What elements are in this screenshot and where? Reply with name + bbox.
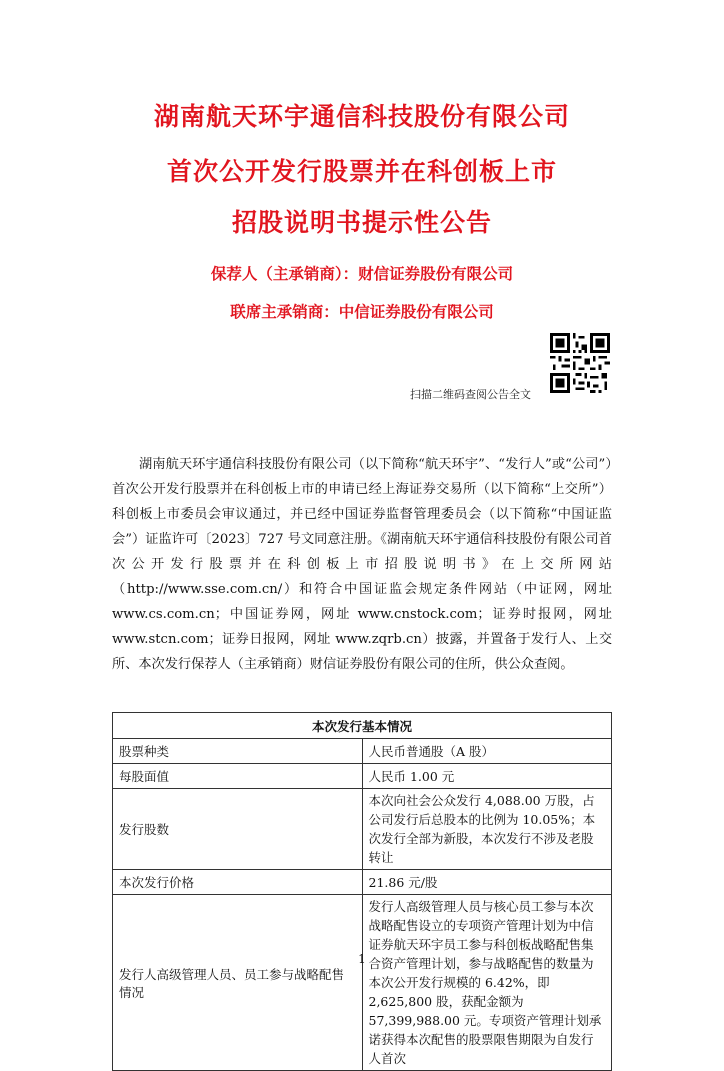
row-value: 本次向社会公众发行 4,088.00 万股，占公司发行后总股本的比例为 10.05%；本次发行全部为新股，本次发行不涉及老股转让 — [362, 789, 612, 870]
row-value: 发行人高级管理人员与核心员工参与本次战略配售设立的专项资产管理计划为中信证券航天环宇员工参与科创板战略配售集合资产管理计划，参与战略配售的数量为本次公开发行规模的 6.42%，即 2,625,800 股，获配金额为 57,399,988.00 元。专项资产管理计划承诺获得本次配售的股票限售期限为自发行人首次 — [362, 895, 612, 1071]
sponsor-line: 保荐人（主承销商）：财信证券股份有限公司 — [210, 265, 514, 283]
qr-caption: 扫描二维码查阅公告全文 — [410, 388, 531, 401]
table-row — [113, 895, 612, 1071]
row-label: 本次发行价格 — [113, 870, 363, 895]
table-row — [113, 739, 612, 764]
row-label: 发行人高级管理人员、员工参与战略配售情况 — [113, 895, 363, 1071]
table-row — [113, 764, 612, 789]
row-value: 人民币普通股（A 股） — [362, 739, 612, 764]
row-label: 每股面值 — [113, 764, 363, 789]
page-number: 1 — [358, 952, 366, 966]
row-label: 股票种类 — [113, 739, 363, 764]
row-value: 人民币 1.00 元 — [362, 764, 612, 789]
offering-info-table — [112, 712, 612, 1071]
table-header-row — [113, 713, 612, 739]
title-line-2: 首次公开发行股票并在科创板上市 — [166, 157, 557, 186]
announcement-paragraph: 湖南航天环宇通信科技股份有限公司（以下简称“航天环宇”、“发行人”或“公司”）首次公开发行股票并在科创板上市的申请已经上海证券交易所（以下简称“上交所”）科创板上市委员会审议通过，并已经中国证券监督管理委员会（以下简称“中国证监会”）证监许可〔2023〕727 号文同意注册。《湖南航天环宇通信科技股份有限公司首次公开发行股票并在科创板上市招股说明书》在上交所网站（http://www.sse.com.cn/）和符合中国证监会规定条件网站（中证网，网址 www.cs.com.cn；中国证券网，网址 www.cnstock.com；证券时报网，网址 www.stcn.com；证券日报网，网址 www.zqrb.cn）披露，并置备于发行人、上交所、本次发行保荐人（主承销商）财信证券股份有限公司的住所，供公众查阅。 — [112, 457, 612, 672]
row-value: 21.86 元/股 — [362, 870, 612, 895]
table-row — [113, 870, 612, 895]
title-line-3: 招股说明书提示性公告 — [231, 208, 492, 237]
row-label: 发行股数 — [113, 789, 363, 870]
title-line-1: 湖南航天环宇通信科技股份有限公司 — [153, 102, 570, 131]
co-underwriter-line: 联席主承销商：中信证券股份有限公司 — [230, 303, 494, 321]
table-row — [113, 789, 612, 870]
table-header: 本次发行基本情况 — [113, 713, 612, 739]
qr-code-icon[interactable] — [548, 333, 612, 393]
